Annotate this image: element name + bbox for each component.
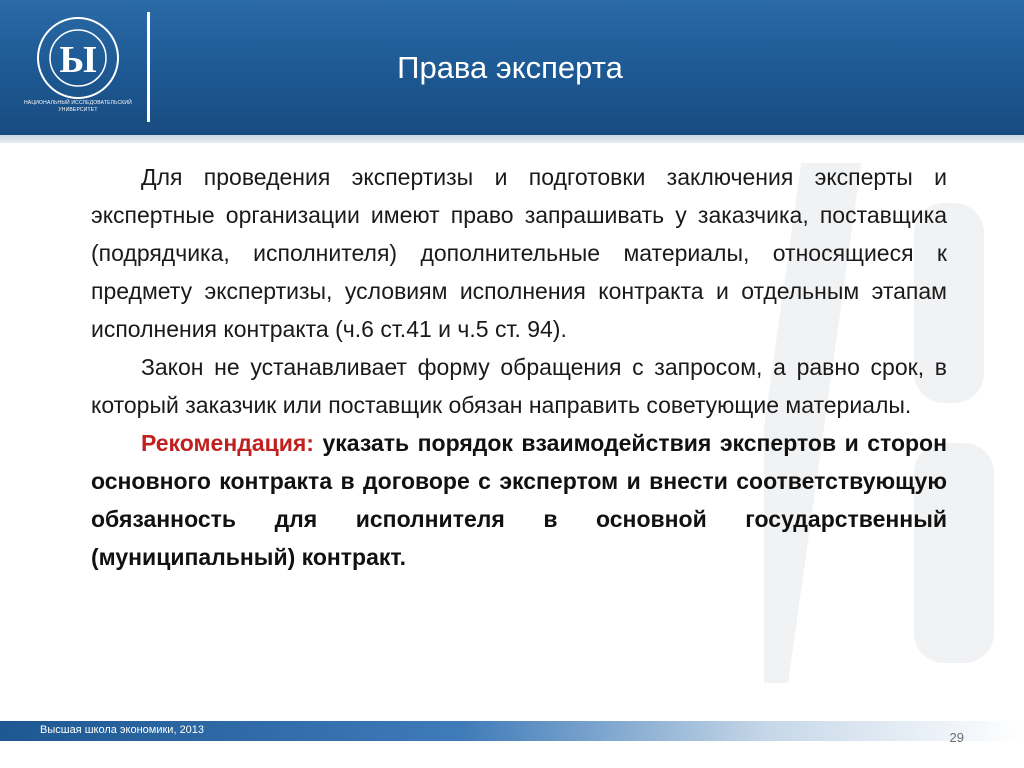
header-stripe <box>0 135 1024 143</box>
footer-text: Высшая школа экономики, 2013 <box>40 724 205 736</box>
recommendation-text: указать порядок взаимодействия экспертов и сторон основного контракта в договоре с экспертом и внести соответствующую обязанность для исполнителя в основной государственный (муниципальный) контракт. <box>91 430 947 570</box>
page-title: Права эксперта <box>397 50 623 85</box>
header-divider <box>147 12 150 122</box>
page-number: 29 <box>949 730 964 745</box>
paragraph-expert-rights: Для проведения экспертизы и подготовки заключения эксперты и экспертные организации имеют право запрашивать у заказчика, поставщика (подрядчика, исполнителя) дополнительные материалы, относящиеся к предмету экспертизы, условиям исполнения контракта и отдельным этапам исполнения контракта (ч.6 ст.41 и ч.5 ст. 94). <box>91 164 947 342</box>
logo-caption: НАЦИОНАЛЬНЫЙ ИССЛЕДОВАТЕЛЬСКИЙ УНИВЕРСИТЕТ <box>24 100 132 113</box>
paragraph-recommendation <box>91 424 947 576</box>
svg-text:Ы: Ы <box>59 39 97 81</box>
paragraph-law-note: Закон не устанавливает форму обращения с запросом, а равно срок, в который заказчик или поставщик обязан направить советующие материалы. <box>91 354 947 418</box>
main-content <box>91 158 947 576</box>
header-bar <box>0 0 1024 135</box>
recommendation-label: Рекомендация: <box>141 430 314 456</box>
footer-bar <box>0 721 1024 741</box>
